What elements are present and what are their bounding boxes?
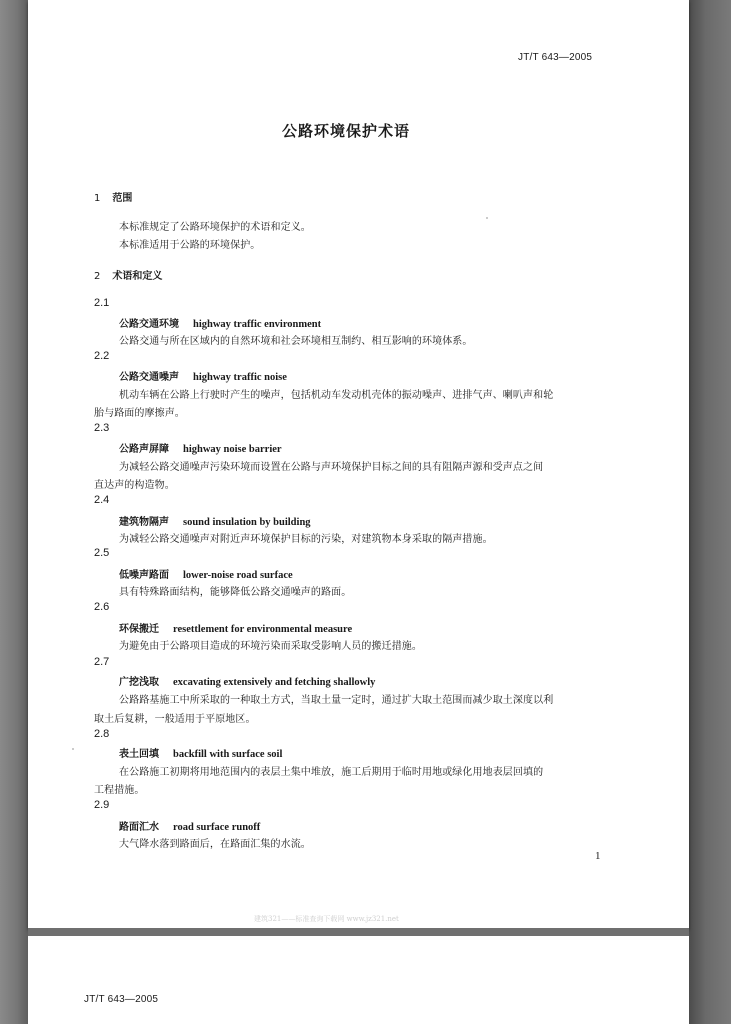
term-heading — [119, 315, 321, 330]
term-heading — [119, 368, 287, 383]
viewer-left-margin — [0, 0, 28, 1024]
term-number: 2.1 — [94, 297, 110, 309]
definition-line: 公路路基施工中所采取的一种取土方式，当取土量一定时，通过扩大取土范围而减少取土深度以利 — [119, 695, 554, 706]
definition-line: 公路交通与所在区域内的自然环境和社会环境相互制约、相互影响的环境体系。 — [119, 336, 473, 347]
term-heading — [119, 513, 311, 528]
term-number: 2.7 — [94, 656, 110, 668]
section-title: 范围 — [112, 193, 133, 204]
term-heading — [119, 620, 352, 635]
document-page-2 — [28, 936, 689, 1024]
viewer-right-margin — [689, 0, 731, 1024]
definition-line: 大气降水落到路面后，在路面汇集的水流。 — [119, 839, 311, 850]
definition-line: 机动车辆在公路上行驶时产生的噪声，包括机动车发动机壳体的振动噪声、进排气声、喇叭声和轮 — [119, 390, 554, 401]
term-heading — [119, 440, 282, 455]
scan-speck — [486, 217, 488, 219]
term-number: 2.9 — [94, 799, 110, 811]
term-en: highway noise barrier — [183, 444, 282, 455]
definition-line: 胎与路面的摩擦声。 — [94, 408, 185, 419]
term-en: resettlement for environmental measure — [173, 624, 353, 635]
definition-line: 具有特殊路面结构，能够降低公路交通噪声的路面。 — [119, 587, 352, 598]
term-zh: 公路交通噪声 — [119, 372, 179, 383]
term-zh: 环保搬迁 — [119, 624, 159, 635]
term-number: 2.3 — [94, 422, 110, 434]
term-en: highway traffic environment — [193, 319, 322, 330]
term-number: 2.4 — [94, 494, 110, 506]
term-zh: 公路交通环境 — [119, 319, 179, 330]
watermark-text: 建筑321——标准查询下载网 www.jz321.net — [254, 915, 399, 923]
section-title: 术语和定义 — [112, 271, 163, 282]
section-2-heading — [94, 267, 162, 282]
term-en: excavating extensively and fetching shallowly — [173, 677, 376, 688]
document-page-1 — [28, 0, 689, 928]
page-gap — [28, 928, 689, 936]
term-heading — [119, 673, 375, 688]
term-en: highway traffic noise — [193, 372, 287, 383]
definition-line: 直达声的构造物。 — [94, 480, 175, 491]
term-zh: 公路声屏障 — [119, 444, 169, 455]
definition-line: 为减轻公路交通噪声污染环境而设置在公路与声环境保护目标之间的具有阻隔声源和受声点之间 — [119, 462, 544, 473]
term-zh: 低噪声路面 — [119, 570, 169, 581]
definition-line: 取土后复耕，一般适用于平原地区。 — [94, 714, 256, 725]
paragraph-line: 本标准适用于公路的环境保护。 — [119, 240, 261, 251]
term-en: road surface runoff — [173, 822, 261, 833]
paragraph-line: 本标准规定了公路环境保护的术语和定义。 — [119, 222, 311, 233]
term-zh: 表土回填 — [119, 749, 159, 760]
term-heading — [119, 566, 293, 581]
definition-line: 工程措施。 — [94, 785, 145, 796]
term-number: 2.5 — [94, 547, 110, 559]
definition-line: 为避免由于公路项目造成的环境污染而采取受影响人员的搬迁措施。 — [119, 641, 422, 652]
term-en: lower-noise road surface — [183, 570, 293, 581]
term-zh: 路面汇水 — [119, 822, 159, 833]
page-number: 1 — [595, 850, 601, 862]
term-zh: 建筑物隔声 — [119, 517, 169, 528]
section-number: 2 — [94, 271, 101, 282]
term-zh: 广挖浅取 — [119, 677, 159, 688]
definition-line: 在公路施工初期将用地范围内的表层土集中堆放，施工后期用于临时用地或绿化用地表层回填的 — [119, 767, 544, 778]
section-1-heading — [94, 189, 132, 204]
term-heading — [119, 745, 282, 760]
section-number: 1 — [94, 193, 101, 204]
definition-line: 为减轻公路交通噪声对附近声环境保护目标的污染，对建筑物本身采取的隔声措施。 — [119, 534, 493, 545]
term-en: backfill with surface soil — [173, 749, 283, 760]
term-number: 2.8 — [94, 728, 110, 740]
header-doc-code: JT/T 643—2005 — [518, 52, 593, 63]
term-number: 2.2 — [94, 350, 110, 362]
term-en: sound insulation by building — [183, 517, 311, 528]
scan-speck — [72, 748, 74, 750]
header-doc-code: JT/T 643—2005 — [84, 994, 159, 1005]
term-heading — [119, 818, 260, 833]
term-number: 2.6 — [94, 601, 110, 613]
page-title: 公路环境保护术语 — [282, 122, 411, 140]
